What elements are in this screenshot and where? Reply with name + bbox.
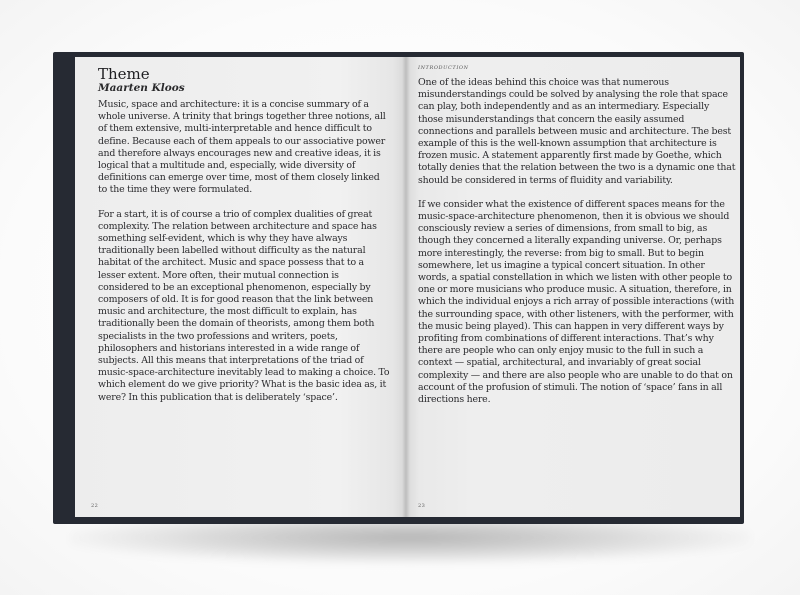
chapter-author: Maarten Kloos xyxy=(98,82,185,94)
right-paragraph-2: If we consider what the existence of different spaces means for the music-space-architecture phenomenon, then it is obvious we should consciously review a series of dimensions, from small to big, as though they concerned a literally expanding universe. Or, perhaps more interestingly, the reverse: from big to small. But to begin somewhere, let us imagine a typical concert situation. In other words, a spatial constellation in which we listen with other people to one or more musicians who produce music. A situation, therefore, in which the individual enjoys a rich array of possible interactions (with the surrounding space, with other listeners, with the performer, with the music being played). This can happen in very different ways by profiting from combinations of different interactions. That’s why there are people who can only enjoy music to the full in such a context — spatial, architectural, and invariably of great social complexity — and there are also people who are unable to do that on account of the profusion of stimuli. The notion of ‘space’ fans in all directions here. xyxy=(418,198,735,406)
right-page-body xyxy=(418,77,736,418)
left-paragraph-2: For a start, it is of course a trio of complex dualities of great complexity. The relation between architecture and space has something self-evident, which is why they have always traditionally been labelled without difficulty as the natural habitat of the architect. Music and space possess that to a lesser extent. More often, their mutual connection is considered to be an exceptional phenomenon, especially by composers of old. It is for good reason that the link between music and architecture, the most difficult to explain, has traditionally been the domain of theorists, among them both specialists in the two professions and writers, poets, philosophers and historians interested in a wide range of subjects. All this means that interpretations of the triad of music-space-architecture inevitably lead to making a choice. To which element do we give priority? What is the basic idea as, it were? In this publication that is deliberately ‘space’. xyxy=(98,208,390,403)
right-page-number: 23 xyxy=(418,503,426,509)
running-header: INTRODUCTION xyxy=(418,65,469,71)
left-page xyxy=(75,57,406,517)
right-page xyxy=(406,57,740,517)
chapter-title: Theme xyxy=(98,65,150,83)
left-page-number: 22 xyxy=(91,503,99,509)
book-gutter xyxy=(402,57,410,517)
left-paragraph-1: Music, space and architecture: it is a concise summary of a whole universe. A trinity that brings together three notions, all of them extensive, multi-interpretable and hence difficult to define. Because each of them appeals to our associative power and therefore always encourages new and creative ideas, it is logical that a multitude and, especially, wide diversity of definitions can emerge over time, most of them closely linked to the time they were formulated. xyxy=(98,99,386,196)
right-paragraph-1: One of the ideas behind this choice was that numerous misunderstandings could be solved by analysing the role that space can play, both independently and as an intermediary. Especially those misunderstandings that concern the easily assumed connections and parallels between music and architecture. The best example of this is the well-known assumption that architecture is frozen music. A statement apparently first made by Goethe, which totally denies that the relation between the two is a dynamic one that should be considered in terms of fluidity and variability. xyxy=(418,77,736,186)
left-page-body xyxy=(98,99,391,416)
book-shadow xyxy=(70,520,750,564)
